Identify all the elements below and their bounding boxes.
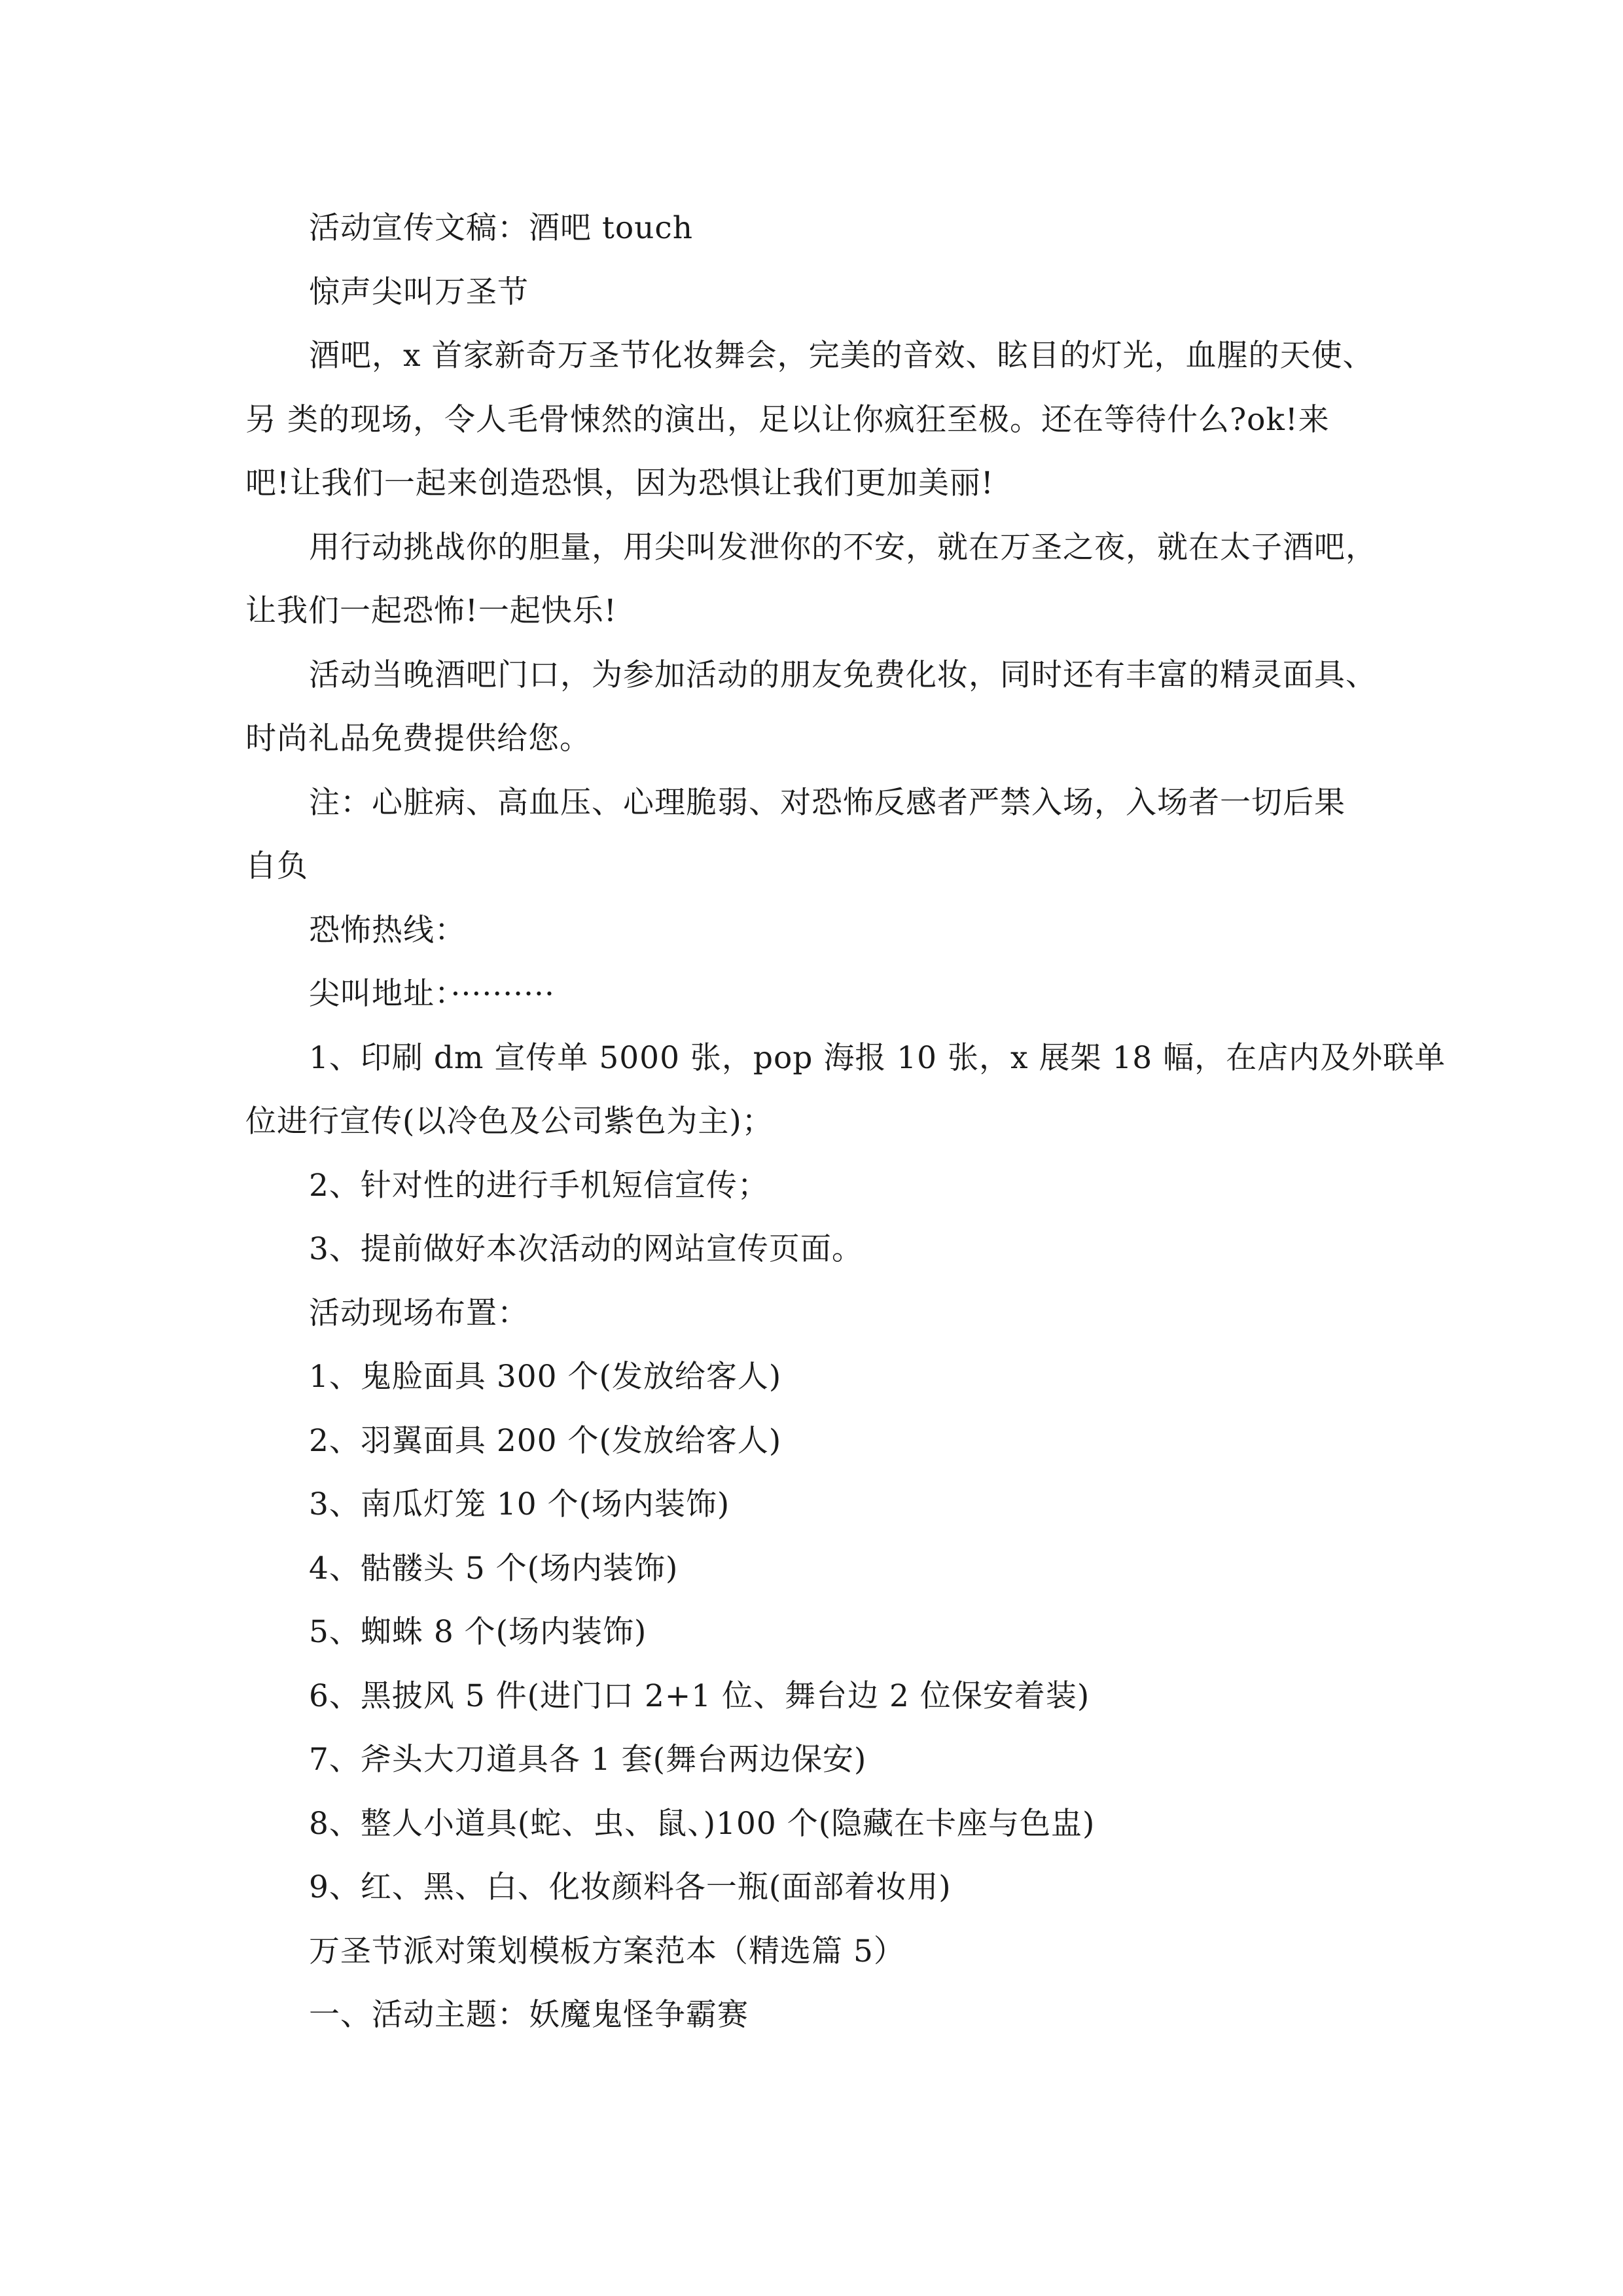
doc-line: 自负: [245, 848, 308, 884]
doc-line: 另 类的现场，令人毛骨悚然的演出，足以让你疯狂至极。还在等待什么?ok!来: [245, 401, 1330, 438]
doc-line-list-item: 1、鬼脸面具 300 个(发放给客人): [309, 1359, 782, 1395]
doc-line-section-heading: 活动现场布置：: [309, 1295, 529, 1331]
document-body: [245, 196, 1446, 2047]
doc-line-list-item: 8、整人小道具(蛇、虫、鼠、)100 个(隐藏在卡座与色盅): [309, 1805, 1096, 1842]
doc-line-section-heading: 一、活动主题：妖魔鬼怪争霸赛: [309, 1997, 749, 2033]
doc-line-list-item: 5、蜘蛛 8 个(场内装饰): [309, 1614, 647, 1650]
doc-line-section-title: 万圣节派对策划模板方案范本（精选篇 5）: [309, 1933, 905, 1969]
doc-line-notice: 注：心脏病、高血压、心理脆弱、对恐怖反感者严禁入场，入场者一切后果: [309, 784, 1346, 821]
doc-line: 酒吧，x 首家新奇万圣节化妆舞会，完美的音效、眩目的灯光，血腥的天使、: [309, 338, 1374, 374]
doc-line: 活动当晚酒吧门口，为参加活动的朋友免费化妆，同时还有丰富的精灵面具、: [309, 656, 1377, 693]
doc-line-list-item: 1、印刷 dm 宣传单 5000 张，pop 海报 10 张，x 展架 18 幅，在店内及外联单: [309, 1039, 1446, 1076]
doc-line: 让我们一起恐怖!一起快乐!: [245, 593, 617, 629]
doc-line-list-item: 4、骷髅头 5 个(场内装饰): [309, 1550, 679, 1587]
doc-line: 吧!让我们一起来创造恐惧，因为恐惧让我们更加美丽!: [245, 465, 994, 501]
doc-line-title: 活动宣传文稿：酒吧 touch: [309, 210, 693, 246]
doc-line-hotline: 恐怖热线：: [309, 912, 466, 948]
doc-line-list-item: 3、提前做好本次活动的网站宣传页面。: [309, 1231, 863, 1267]
doc-line-list-item: 7、斧头大刀道具各 1 套(舞台两边保安): [309, 1742, 867, 1778]
doc-line-address: 尖叫地址：··········: [309, 976, 555, 1012]
doc-line-list-item: 6、黑披风 5 件(进门口 2+1 位、舞台边 2 位保安着装): [309, 1677, 1090, 1714]
doc-line: 用行动挑战你的胆量，用尖叫发泄你的不安，就在万圣之夜，就在太子酒吧，: [309, 529, 1377, 565]
doc-line-list-item: 2、羽翼面具 200 个(发放给客人): [309, 1422, 782, 1459]
doc-line: 位进行宣传(以冷色及公司紫色为主)；: [245, 1103, 774, 1139]
doc-line-list-item: 3、南瓜灯笼 10 个(场内装饰): [309, 1486, 730, 1522]
doc-line: 时尚礼品免费提供给您。: [245, 721, 591, 757]
doc-line-list-item: 2、针对性的进行手机短信宣传；: [309, 1167, 769, 1204]
doc-line-subtitle: 惊声尖叫万圣节: [309, 274, 529, 310]
doc-line-list-item: 9、红、黑、白、化妆颜料各一瓶(面部着妆用): [309, 1869, 952, 1905]
